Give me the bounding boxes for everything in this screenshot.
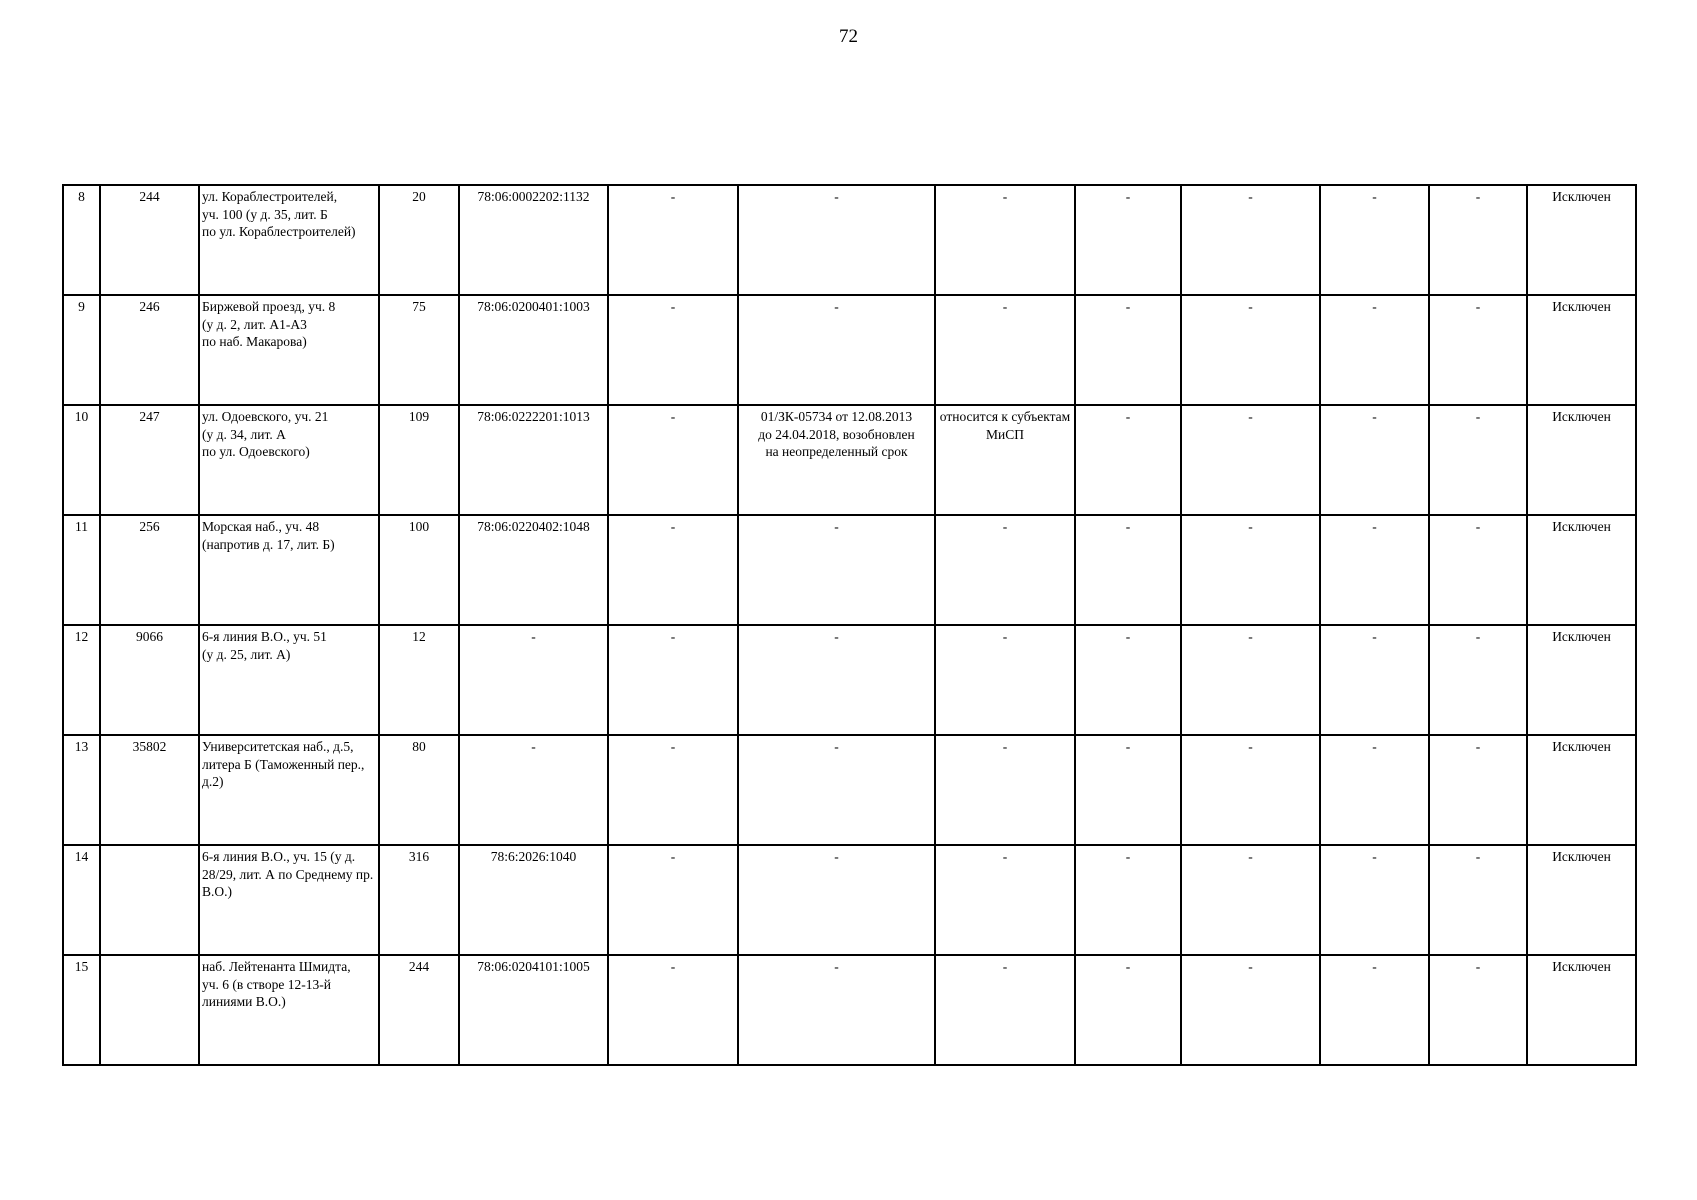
cell-col-12: - <box>1429 955 1527 1065</box>
table-row <box>63 295 1636 405</box>
cell-contract: - <box>738 295 935 405</box>
cell-cadastral-number: 78:06:0220402:1048 <box>459 515 608 625</box>
cell-col-10: - <box>1181 515 1320 625</box>
table-row <box>63 955 1636 1065</box>
cell-smp-status: - <box>935 185 1075 295</box>
cell-contract: - <box>738 625 935 735</box>
cell-col-9: - <box>1075 515 1181 625</box>
cell-status: Исключен <box>1527 735 1636 845</box>
cell-row-number: 15 <box>63 955 100 1065</box>
cell-col-12: - <box>1429 845 1527 955</box>
cell-contract: - <box>738 955 935 1065</box>
cell-col-12: - <box>1429 735 1527 845</box>
cell-col-12: - <box>1429 405 1527 515</box>
cell-address: Биржевой проезд, уч. 8 (у д. 2, лит. А1-А3 по наб. Макарова) <box>199 295 379 405</box>
cell-col-9: - <box>1075 185 1181 295</box>
cell-address: наб. Лейтенанта Шмидта, уч. 6 (в створе 12-13-й линиями В.О.) <box>199 955 379 1065</box>
cell-contract: - <box>738 185 935 295</box>
cell-col-6: - <box>608 295 738 405</box>
cell-col-10: - <box>1181 735 1320 845</box>
cell-object-code: 247 <box>100 405 199 515</box>
table-row <box>63 185 1636 295</box>
cell-status: Исключен <box>1527 955 1636 1065</box>
table-row <box>63 405 1636 515</box>
cell-col-10: - <box>1181 845 1320 955</box>
cell-col-6: - <box>608 955 738 1065</box>
cell-address: ул. Кораблестроителей, уч. 100 (у д. 35, лит. Б по ул. Кораблестроителей) <box>199 185 379 295</box>
cell-area: 20 <box>379 185 459 295</box>
cell-col-9: - <box>1075 405 1181 515</box>
cell-address: Морская наб., уч. 48 (напротив д. 17, лит. Б) <box>199 515 379 625</box>
table-body <box>63 185 1636 1065</box>
table-row <box>63 845 1636 955</box>
cell-smp-status: - <box>935 845 1075 955</box>
cell-col-10: - <box>1181 625 1320 735</box>
cell-area: 75 <box>379 295 459 405</box>
cell-object-code: 244 <box>100 185 199 295</box>
cell-cadastral-number: 78:6:2026:1040 <box>459 845 608 955</box>
cell-cadastral-number: - <box>459 625 608 735</box>
cell-smp-status: относится к субъектам МиСП <box>935 405 1075 515</box>
cell-row-number: 8 <box>63 185 100 295</box>
cell-status: Исключен <box>1527 515 1636 625</box>
cell-cadastral-number: 78:06:0204101:1005 <box>459 955 608 1065</box>
cell-row-number: 14 <box>63 845 100 955</box>
cell-status: Исключен <box>1527 845 1636 955</box>
cell-col-6: - <box>608 185 738 295</box>
cell-status: Исключен <box>1527 185 1636 295</box>
cell-col-12: - <box>1429 515 1527 625</box>
cell-col-11: - <box>1320 625 1429 735</box>
cell-smp-status: - <box>935 515 1075 625</box>
cell-status: Исключен <box>1527 295 1636 405</box>
cell-col-11: - <box>1320 845 1429 955</box>
cell-smp-status: - <box>935 295 1075 405</box>
cell-cadastral-number: 78:06:0200401:1003 <box>459 295 608 405</box>
cell-object-code <box>100 955 199 1065</box>
cell-area: 109 <box>379 405 459 515</box>
cell-col-9: - <box>1075 735 1181 845</box>
cell-contract: - <box>738 515 935 625</box>
cell-col-10: - <box>1181 295 1320 405</box>
cell-cadastral-number: - <box>459 735 608 845</box>
cell-address: 6-я линия В.О., уч. 51 (у д. 25, лит. А) <box>199 625 379 735</box>
cell-object-code: 35802 <box>100 735 199 845</box>
registry-table <box>62 184 1637 1066</box>
cell-row-number: 13 <box>63 735 100 845</box>
cell-area: 244 <box>379 955 459 1065</box>
cell-address: 6-я линия В.О., уч. 15 (у д. 28/29, лит. А по Среднему пр. В.О.) <box>199 845 379 955</box>
cell-col-12: - <box>1429 295 1527 405</box>
cell-col-9: - <box>1075 295 1181 405</box>
cell-smp-status: - <box>935 735 1075 845</box>
cell-col-9: - <box>1075 625 1181 735</box>
cell-col-6: - <box>608 405 738 515</box>
cell-address: Университетская наб., д.5, литера Б (Таможенный пер., д.2) <box>199 735 379 845</box>
cell-smp-status: - <box>935 955 1075 1065</box>
cell-col-11: - <box>1320 515 1429 625</box>
cell-col-6: - <box>608 735 738 845</box>
cell-col-12: - <box>1429 625 1527 735</box>
table-row <box>63 735 1636 845</box>
cell-area: 80 <box>379 735 459 845</box>
cell-row-number: 10 <box>63 405 100 515</box>
cell-col-9: - <box>1075 955 1181 1065</box>
cell-area: 12 <box>379 625 459 735</box>
cell-col-11: - <box>1320 405 1429 515</box>
cell-col-10: - <box>1181 405 1320 515</box>
cell-col-6: - <box>608 625 738 735</box>
cell-area: 316 <box>379 845 459 955</box>
cell-col-11: - <box>1320 185 1429 295</box>
cell-area: 100 <box>379 515 459 625</box>
cell-smp-status: - <box>935 625 1075 735</box>
cell-cadastral-number: 78:06:0002202:1132 <box>459 185 608 295</box>
cell-row-number: 11 <box>63 515 100 625</box>
cell-contract: 01/ЗК-05734 от 12.08.2013 до 24.04.2018, возобновлен на неопределенный срок <box>738 405 935 515</box>
cell-object-code: 246 <box>100 295 199 405</box>
cell-col-6: - <box>608 845 738 955</box>
table-row <box>63 515 1636 625</box>
cell-contract: - <box>738 735 935 845</box>
cell-col-11: - <box>1320 295 1429 405</box>
cell-object-code: 9066 <box>100 625 199 735</box>
cell-status: Исключен <box>1527 405 1636 515</box>
cell-col-9: - <box>1075 845 1181 955</box>
table-row <box>63 625 1636 735</box>
cell-object-code: 256 <box>100 515 199 625</box>
cell-col-11: - <box>1320 735 1429 845</box>
cell-col-6: - <box>608 515 738 625</box>
cell-contract: - <box>738 845 935 955</box>
page-number: 72 <box>839 26 858 47</box>
cell-row-number: 9 <box>63 295 100 405</box>
cell-col-12: - <box>1429 185 1527 295</box>
cell-cadastral-number: 78:06:0222201:1013 <box>459 405 608 515</box>
cell-col-10: - <box>1181 955 1320 1065</box>
cell-object-code <box>100 845 199 955</box>
cell-row-number: 12 <box>63 625 100 735</box>
cell-col-10: - <box>1181 185 1320 295</box>
cell-col-11: - <box>1320 955 1429 1065</box>
cell-address: ул. Одоевского, уч. 21 (у д. 34, лит. А по ул. Одоевского) <box>199 405 379 515</box>
cell-status: Исключен <box>1527 625 1636 735</box>
